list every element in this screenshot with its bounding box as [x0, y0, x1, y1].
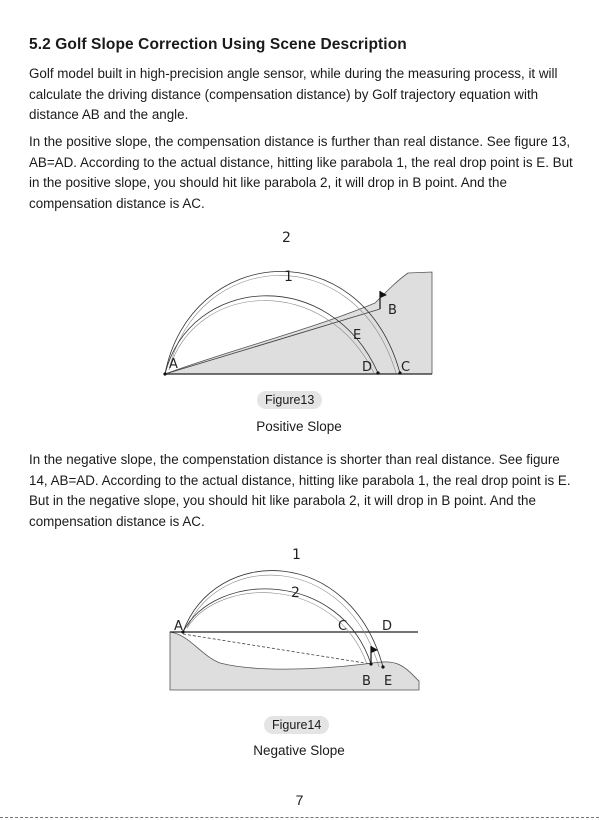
label-e: E — [353, 328, 362, 343]
parabola-outer — [183, 571, 383, 667]
figure14-badge: Figure14 — [264, 716, 329, 734]
section-heading: 5.2 Golf Slope Correction Using Scene Description — [29, 36, 407, 53]
label-a: A — [169, 357, 178, 372]
label-d: D — [362, 360, 373, 375]
label-arc-2: 2 — [282, 230, 291, 246]
negative-slope-paragraph: In the negative slope, the compenstation distance is shorter than real distance. See figure 14, AB=AD. According to the actual distance, hitting like parabola 1, the real drop point is E. But in the negative slope, you should hit like parabola 2, it will drop in B point. And the compensation distance is AC. — [29, 452, 571, 529]
uphill-terrain — [165, 272, 432, 374]
label-arc-1: 1 — [284, 269, 293, 285]
intro-paragraph: Golf model built in high-precision angle sensor, while during the measuring process, it will calculate the driving distance (compensation distance) by Golf trajectory equation with distance AB and the angle. — [29, 66, 558, 123]
figure13-caption: Positive Slope — [256, 419, 342, 434]
label-b: B — [388, 303, 397, 318]
label-c: C — [401, 360, 411, 375]
figure14-diagram — [165, 540, 425, 700]
label-arc-1: 1 — [292, 547, 301, 563]
label-e: E — [384, 674, 393, 689]
label-d: D — [382, 619, 393, 634]
label-a: A — [174, 619, 183, 634]
label-arc-2: 2 — [291, 585, 300, 601]
positive-slope-paragraph: In the positive slope, the compensation distance is further than real distance. See figure 13, AB=AD. According to the actual distance, hitting like parabola 1, the real drop point is E. But in the positive slope, you should hit like parabola 2, it will drop in B point. And the compensation distance is AC. — [29, 134, 573, 211]
label-c: C — [338, 619, 348, 634]
figure13-diagram — [160, 225, 440, 380]
label-b: B — [362, 674, 371, 689]
figure13-badge: Figure13 — [257, 391, 322, 409]
figure14-caption: Negative Slope — [253, 743, 345, 758]
flag-icon — [371, 646, 378, 653]
page-number: 7 — [295, 792, 304, 808]
page-bottom-rule — [0, 817, 599, 818]
